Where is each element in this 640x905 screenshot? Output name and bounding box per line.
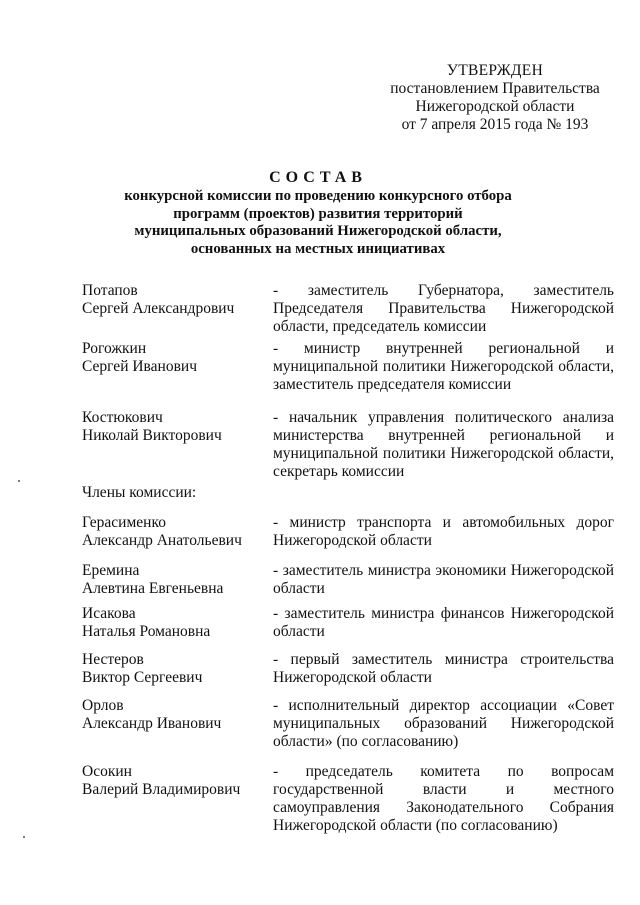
- member-surname: Нестеров: [82, 651, 144, 668]
- member-surname: Рогожкин: [82, 340, 147, 357]
- member-surname: Потапов: [82, 282, 138, 299]
- member-name: [82, 697, 272, 733]
- approval-line-1: постановлением Правительства: [390, 80, 600, 97]
- member-given-name: Сергей Александрович: [82, 300, 235, 317]
- member-given-name: Александр Иванович: [82, 715, 222, 732]
- scan-speck: [23, 836, 25, 838]
- member-role: - председатель комитета по вопросам государственной власти и местного самоуправления Законодательного Собрания Нижегородской области (по согласованию): [273, 763, 614, 834]
- member-given-name: Наталья Романовна: [82, 623, 211, 640]
- approval-block: [380, 62, 610, 134]
- members-heading: Члены комиссии:: [82, 484, 197, 501]
- member-role: - первый заместитель министра строительства Нижегородской области: [273, 651, 614, 686]
- member-role: - министр транспорта и автомобильных дорог Нижегородской области: [273, 514, 614, 549]
- scan-speck: [18, 480, 20, 482]
- member-name: [82, 605, 272, 641]
- document-subtitle-line-1: конкурсной комиссии по проведению конкурсного отбора: [124, 188, 512, 204]
- member-name: [82, 562, 272, 598]
- member-given-name: Алевтина Евгеньевна: [82, 580, 224, 597]
- member-name: [82, 409, 272, 445]
- member-role: - начальник управления политического анализа министерства внутренней региональной и муниципальной политики Нижегородской области, секретарь комиссии: [273, 409, 614, 480]
- member-role: - заместитель министра финансов Нижегородской области: [273, 605, 614, 640]
- document-title: СОСТАВ: [269, 169, 367, 186]
- member-given-name: Александр Анатольевич: [82, 532, 242, 549]
- member-given-name: Николай Викторович: [82, 427, 222, 444]
- member-name: [82, 340, 272, 376]
- member-surname: Еремина: [82, 562, 140, 579]
- member-surname: Костюкович: [82, 409, 163, 426]
- member-given-name: Виктор Сергеевич: [82, 669, 203, 686]
- member-surname: Исакова: [82, 605, 136, 622]
- member-surname: Осокин: [82, 763, 132, 780]
- member-role: - министр внутренней региональной и муниципальной политики Нижегородской области, заместитель председателя комиссии: [273, 340, 614, 393]
- document-subtitle-line-3: муниципальных образований Нижегородской области,: [134, 223, 502, 239]
- approval-line-2: Нижегородской области: [415, 98, 575, 115]
- document-title-block: [120, 168, 516, 258]
- member-name: [82, 514, 272, 550]
- approval-line-3: от 7 апреля 2015 года № 193: [401, 116, 589, 133]
- member-given-name: Валерий Владимирович: [82, 781, 241, 798]
- member-name: [82, 651, 272, 687]
- document-subtitle-line-4: основанных на местных инициативах: [190, 240, 446, 257]
- member-given-name: Сергей Иванович: [82, 358, 198, 375]
- document-subtitle-line-2: программ (проектов) развития территорий: [173, 205, 463, 222]
- member-role: - заместитель министра экономики Нижегородской области: [273, 562, 614, 597]
- member-role: - исполнительный директор ассоциации «Совет муниципальных образований Нижегородской области» (по согласованию): [273, 697, 614, 750]
- approval-status: УТВЕРЖДЕН: [446, 62, 544, 79]
- member-name: [82, 282, 272, 318]
- member-name: [82, 763, 272, 799]
- member-surname: Орлов: [82, 697, 124, 714]
- member-surname: Герасименко: [82, 514, 166, 531]
- member-role: - заместитель Губернатора, заместитель Председателя Правительства Нижегородской области, председатель комиссии: [273, 282, 614, 335]
